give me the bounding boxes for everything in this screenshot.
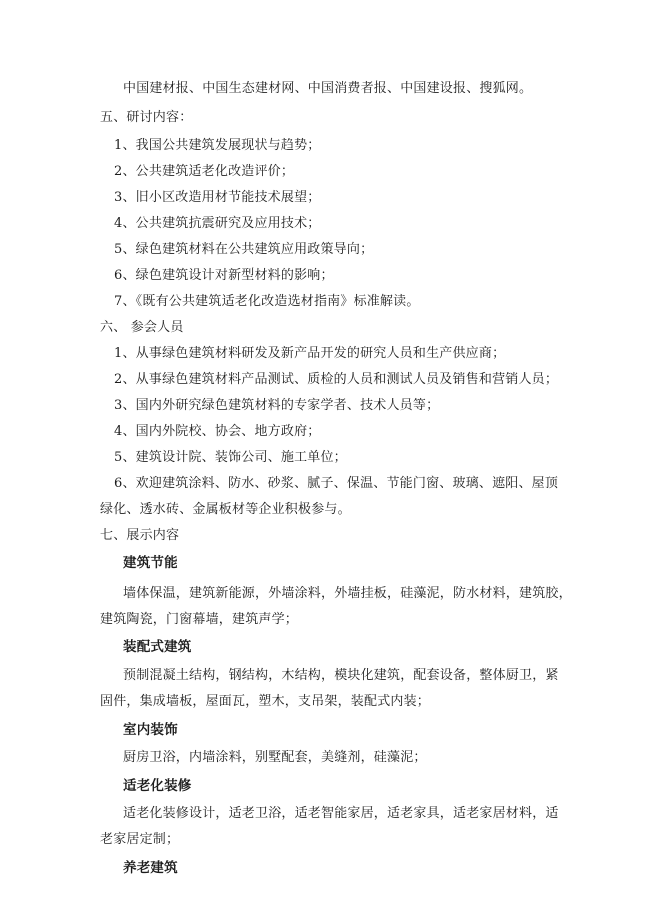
category-title: 建筑节能 [123,555,178,571]
topic-item: 6、绿色建筑设计对新型材料的影响； [114,268,334,283]
category-title: 适老化装修 [123,778,192,794]
category-description: 墙体保温，建筑新能源，外墙涂料，外墙挂板，硅藻泥，防水材料，建筑胶， [123,586,572,601]
attendee-item: 5、建筑设计院、装饰公司、施工单位； [114,450,347,465]
category-title: 室内装饰 [123,722,178,738]
topic-item: 5、绿色建筑材料在公共建筑应用政策导向； [114,242,374,257]
category-title: 养老建筑 [123,860,178,876]
attendee-item: 1、从事绿色建筑材料研发及新产品开发的研究人员和生产供应商； [114,346,506,361]
category-description: 预制混凝土结构，钢结构，木结构，模块化建筑，配套设备，整体厨卫，紧 [123,668,559,683]
topic-item: 4、公共建筑抗震研究及应用技术； [114,216,321,231]
attendee-item: 2、从事绿色建筑材料产品测试、质检的人员和测试人员及销售和营销人员； [114,372,559,387]
media-list-line: 中国建材报、中国生态建材网、中国消费者报、中国建设报、搜狐网。 [123,81,533,96]
attendee-item-continued: 绿化、透水砖、金属板材等企业积极参与。 [100,502,351,517]
topic-item: 7、《既有公共建筑适老化改造选材指南》标准解读。 [114,294,420,309]
attendee-item: 3、国内外研究绿色建筑材料的专家学者、技术人员等； [114,398,440,413]
category-description: 适老化装修设计，适老卫浴，适老智能家居，适老家具，适老家居材料，适 [123,806,559,821]
topic-item: 3、旧小区改造用材节能技术展望； [114,190,321,205]
topic-item: 2、公共建筑适老化改造评价； [114,164,295,179]
category-title: 装配式建筑 [123,639,192,655]
category-description-continued: 老家居定制； [100,832,180,847]
attendee-item: 6、欢迎建筑涂料、防水、砂浆、腻子、保温、节能门窗、玻璃、遮阳、屋顶 [114,476,559,491]
topic-item: 1、我国公共建筑发展现状与趋势； [114,138,321,153]
category-description: 厨房卫浴，内墙涂料，别墅配套，美缝剂，硅藻泥； [123,750,427,765]
attendee-item: 4、国内外院校、协会、地方政府； [114,424,321,439]
category-description-continued: 固件，集成墙板，屋面瓦，塑木，支吊架，装配式内装； [100,694,431,709]
category-description-continued: 建筑陶瓷，门窗幕墙，建筑声学； [100,612,299,627]
section-7-heading: 七、展示内容 [100,528,180,543]
section-6-heading: 六、 参会人员 [100,320,184,335]
section-5-heading: 五、研讨内容： [100,110,193,125]
